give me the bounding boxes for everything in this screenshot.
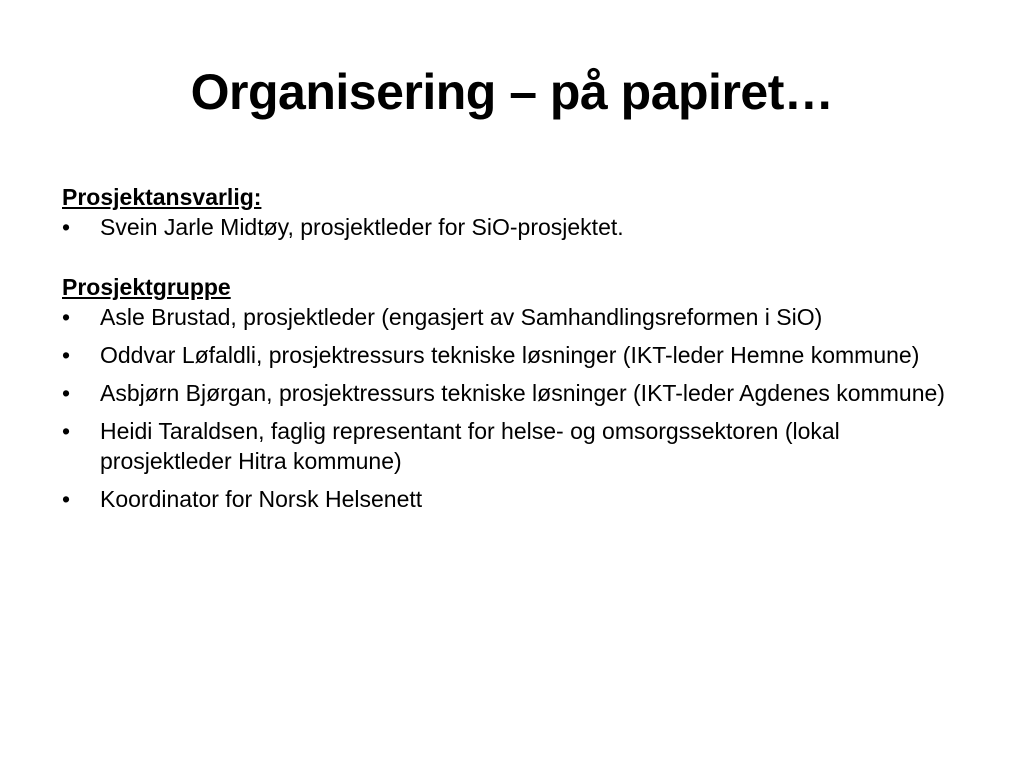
section-heading-prosjektansvarlig: Prosjektansvarlig: [62,184,262,210]
bullet-icon: • [62,214,71,240]
list-item [62,212,962,242]
slide-title: Organisering – på papiret… [190,64,834,120]
list-item-text: Asbjørn Bjørgan, prosjektressurs tekniske løsninger (IKT-leder Agdenes kommune) [100,380,945,406]
list-item [62,378,962,408]
slide-content [62,182,962,522]
bullet-icon: • [62,342,71,368]
list-item [62,302,962,332]
bullet-list-prosjektgruppe [62,302,962,514]
bullet-icon: • [62,418,71,444]
spacer [62,242,962,272]
list-item [62,416,962,476]
bullet-icon: • [62,304,71,330]
list-item [62,340,962,370]
bullet-icon: • [62,486,71,512]
list-item-text: Heidi Taraldsen, faglig representant for helse- og omsorgssektoren (lokal prosjektleder Hitra kommune) [100,418,840,474]
list-item-text: Koordinator for Norsk Helsenett [100,486,423,512]
list-item [62,484,962,514]
bullet-icon: • [62,380,71,406]
bullet-list-prosjektansvarlig [62,212,962,242]
list-item-text: Svein Jarle Midtøy, prosjektleder for SiO-prosjektet. [100,214,624,240]
list-item-text: Oddvar Løfaldli, prosjektressurs tekniske løsninger (IKT-leder Hemne kommune) [100,342,920,368]
section-heading-prosjektgruppe: Prosjektgruppe [62,274,231,300]
list-item-text: Asle Brustad, prosjektleder (engasjert av Samhandlingsreformen i SiO) [100,304,823,330]
